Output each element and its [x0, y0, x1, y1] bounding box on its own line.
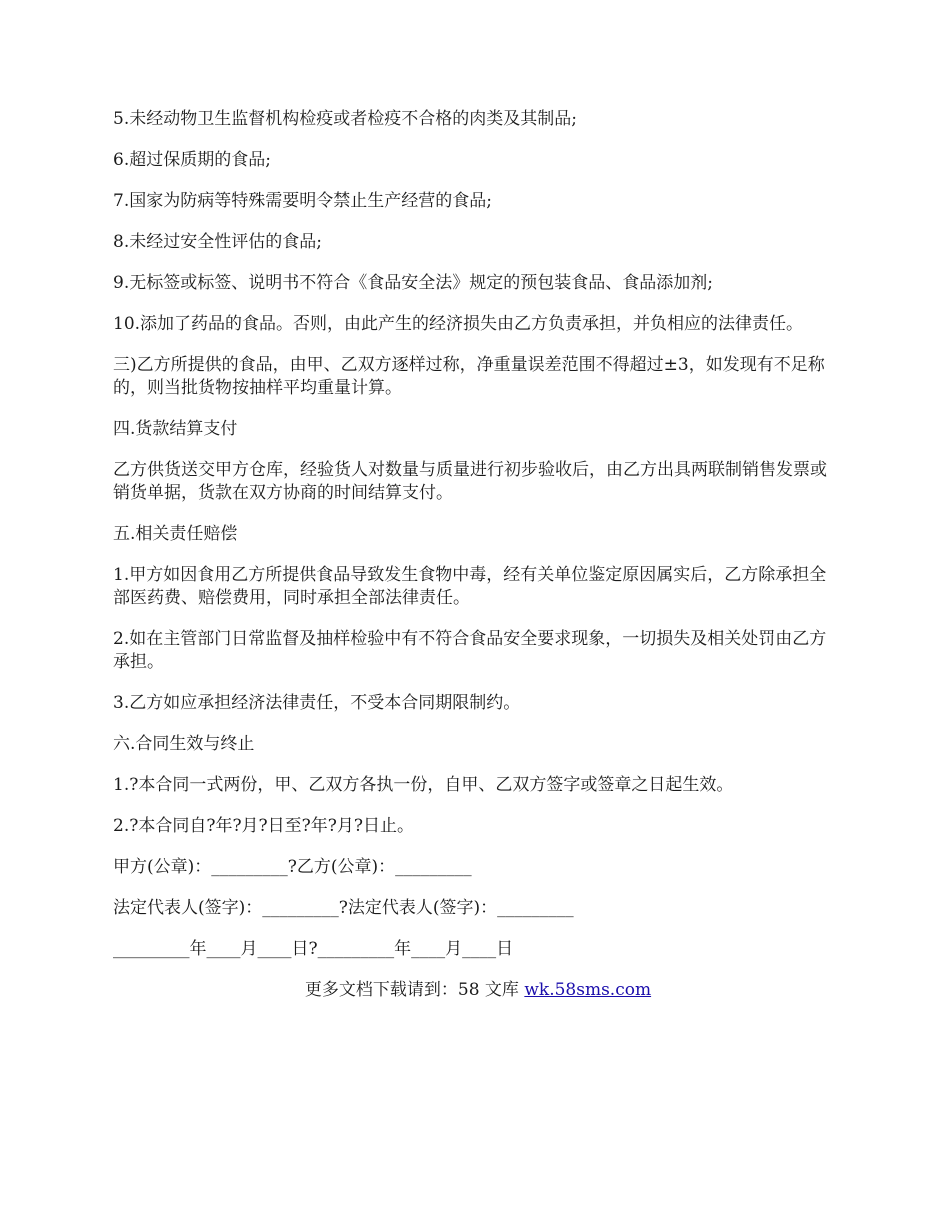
- section-5-item-1: 1.甲方如因食用乙方所提供食品导致发生食物中毒，经有关单位鉴定原因属实后，乙方除承担全部医药费、赔偿费用，同时承担全部法律责任。: [113, 565, 827, 608]
- clause-9: 9.无标签或标签、说明书不符合《食品安全法》规定的预包装食品、食品添加剂;: [113, 273, 713, 293]
- section-5-item-3: 3.乙方如应承担经济法律责任，不受本合同期限制约。: [113, 693, 521, 713]
- section-5-heading: 五.相关责任赔偿: [113, 524, 238, 544]
- date-line: _________年____月____日?_________年____月____日: [113, 939, 514, 959]
- clause-5: 5.未经动物卫生监督机构检疫或者检疫不合格的肉类及其制品;: [113, 109, 577, 129]
- clause-10: 10.添加了药品的食品。否则，由此产生的经济损失由乙方负责承担，并负相应的法律责任。: [113, 314, 804, 334]
- document-page: [113, 108, 843, 1002]
- footer: [113, 979, 843, 1002]
- footer-text: 更多文档下载请到：58 文库: [304, 980, 525, 1000]
- section-6-item-1: 1.?本合同一式两份，甲、乙双方各执一份，自甲、乙双方签字或签章之日起生效。: [113, 775, 734, 795]
- clause-7: 7.国家为防病等特殊需要明令禁止生产经营的食品;: [113, 191, 492, 211]
- section-3-weighing: 三)乙方所提供的食品，由甲、乙双方逐样过称，净重量误差范围不得超过±3，如发现有不足称的，则当批货物按抽样平均重量计算。: [113, 355, 825, 398]
- clause-6: 6.超过保质期的食品;: [113, 150, 271, 170]
- clause-8: 8.未经过安全性评估的食品;: [113, 232, 322, 252]
- signature-line: 法定代表人(签字)：_________?法定代表人(签字)：_________: [113, 898, 574, 918]
- section-4-heading: 四.货款结算支付: [113, 419, 238, 439]
- section-6-item-2: 2.?本合同自?年?月?日至?年?月?日止。: [113, 816, 415, 836]
- section-5-item-2: 2.如在主管部门日常监督及抽样检验中有不符合食品安全要求现象，一切损失及相关处罚由乙方承担。: [113, 629, 827, 672]
- section-4-body: 乙方供货送交甲方仓库，经验货人对数量与质量进行初步验收后，由乙方出具两联制销售发票或销货单据，货款在双方协商的时间结算支付。: [113, 460, 827, 503]
- section-6-heading: 六.合同生效与终止: [113, 734, 255, 754]
- seal-line: 甲方(公章)：_________?乙方(公章)：_________: [113, 857, 472, 877]
- footer-link[interactable]: wk.58sms.com: [524, 980, 652, 1000]
